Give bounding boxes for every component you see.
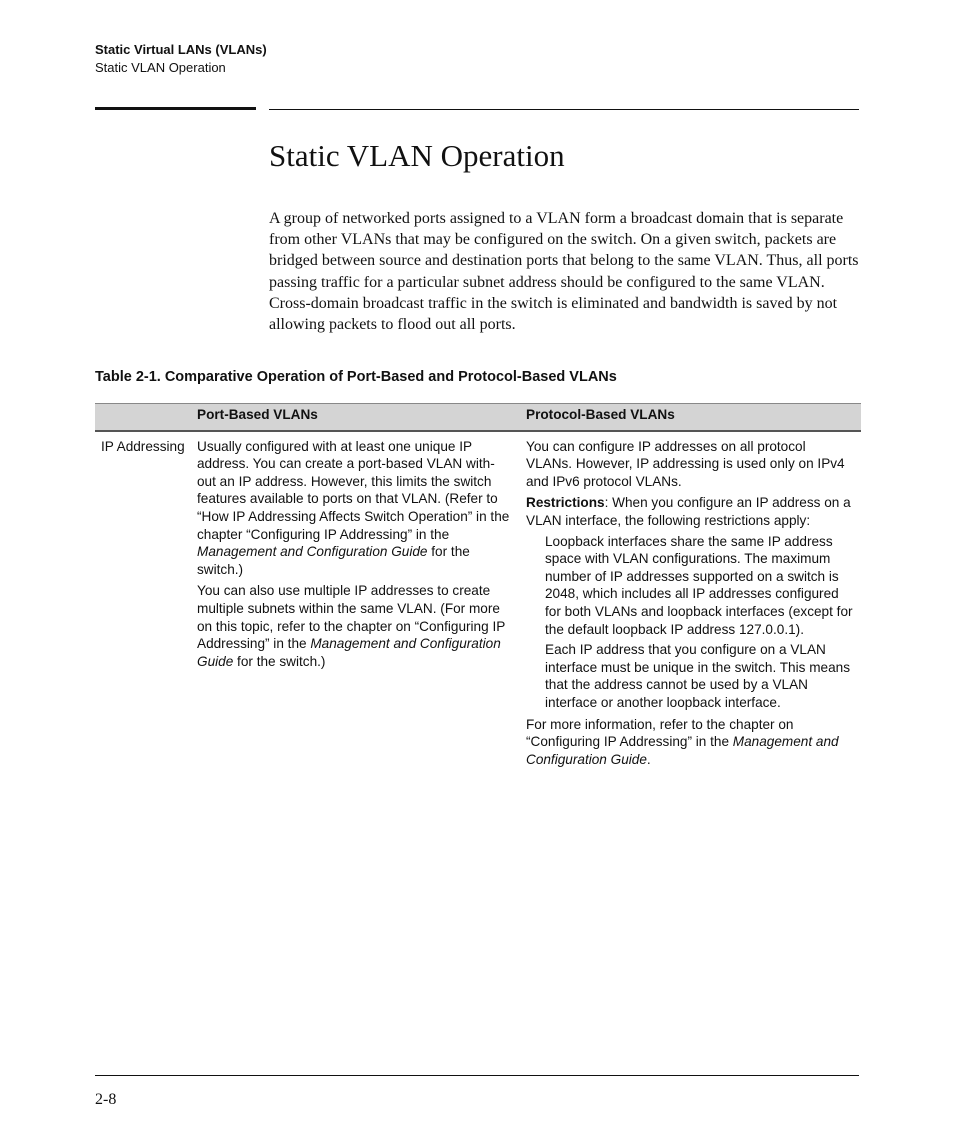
port-based-cell xyxy=(191,431,520,773)
protocol-restrictions xyxy=(526,494,855,529)
row-label-ip-addressing: IP Addressing xyxy=(101,438,185,454)
page-number: 2-8 xyxy=(95,1091,117,1108)
restriction-item-1: Loopback interfaces share the same IP address space with VLAN configurations. The maximum number of IP addresses supported on a switch is 2048, which includes all IP addresses configured for both VLANs and loopback interfaces (except for the default loopback IP address 127.0.0.1). xyxy=(545,533,853,637)
table-header-row xyxy=(95,404,861,431)
table-header-empty xyxy=(95,404,191,431)
port-p2-text: You can also use multiple IP addresses to create multiple subnets within the same VLAN. (For more on this topic, refer to the chapter on “Configuring IP Addressing” in the xyxy=(197,583,506,652)
table-caption: Table 2-1. Comparative Operation of Port-Based and Protocol-Based VLANs xyxy=(95,369,617,385)
port-based-paragraph-1 xyxy=(197,438,514,579)
restriction-item-2: Each IP address that you configure on a VLAN interface must be unique in the switch. This means that the address cannot be used by a VLAN interface or another loopback interface. xyxy=(545,642,851,710)
running-head-chapter: Static Virtual LANs (VLANs) xyxy=(95,42,267,57)
comparison-table-wrap xyxy=(95,403,861,772)
running-head-section: Static VLAN Operation xyxy=(95,60,226,75)
intro-paragraph: A group of networked ports assigned to a VLAN form a broadcast domain that is separate from other VLANs that may be configured on the switch. On a given switch, packets are bridged between source and destination ports that belong to the same VLAN. Thus, all ports passing traffic for a particular subnet address should be configured to the same VLAN. Cross-domain broadcast traffic in the switch is eliminated and bandwidth is saved by not allowing packets to flood out all ports. xyxy=(269,210,859,334)
port-p1-text-end: for the switch.) xyxy=(197,544,470,577)
protocol-more-info xyxy=(526,716,855,769)
more-info-text-end: . xyxy=(646,751,651,767)
table-header-protocol-based: Protocol-Based VLANs xyxy=(520,404,861,431)
more-info-guide-title: Management and Configuration Guide xyxy=(526,734,839,767)
comparison-table xyxy=(95,403,861,772)
port-p2-guide-title: Management and Configuration Guide xyxy=(197,636,501,669)
running-head xyxy=(95,41,267,77)
table-row xyxy=(95,431,861,773)
title-rule-thick xyxy=(95,107,256,110)
port-p1-text: Usually configured with at least one unique IP address. You can create a port-based VLAN with- out an IP address. However, this limits the switch features available to ports on that VLAN. (Refer to “How IP Addressing Affects Switch Operation” in the chapter “Configuring IP Addressing” in the xyxy=(197,438,510,542)
table-header-port-based: Port-Based VLANs xyxy=(191,404,520,431)
protocol-paragraph-1: You can configure IP addresses on all protocol VLANs. However, IP addressing is used only on IPv4 and IPv6 protocol VLANs. xyxy=(526,438,845,489)
port-based-paragraph-2 xyxy=(197,582,514,670)
footer-rule xyxy=(95,1075,859,1076)
protocol-based-cell xyxy=(520,431,861,773)
more-info-text: For more information, refer to the chapter on “Configuring IP Addressing” in the xyxy=(526,716,794,750)
title-rule-thin xyxy=(269,109,859,110)
port-p1-guide-title: Management and Configuration Guide xyxy=(197,544,428,560)
restrictions-label: Restrictions xyxy=(526,495,605,511)
page-title: Static VLAN Operation xyxy=(269,138,565,173)
restrictions-text: : When you configure an IP address on a VLAN interface, the following restrictions apply: xyxy=(526,495,851,528)
port-p2-text-end: for the switch.) xyxy=(233,653,326,669)
